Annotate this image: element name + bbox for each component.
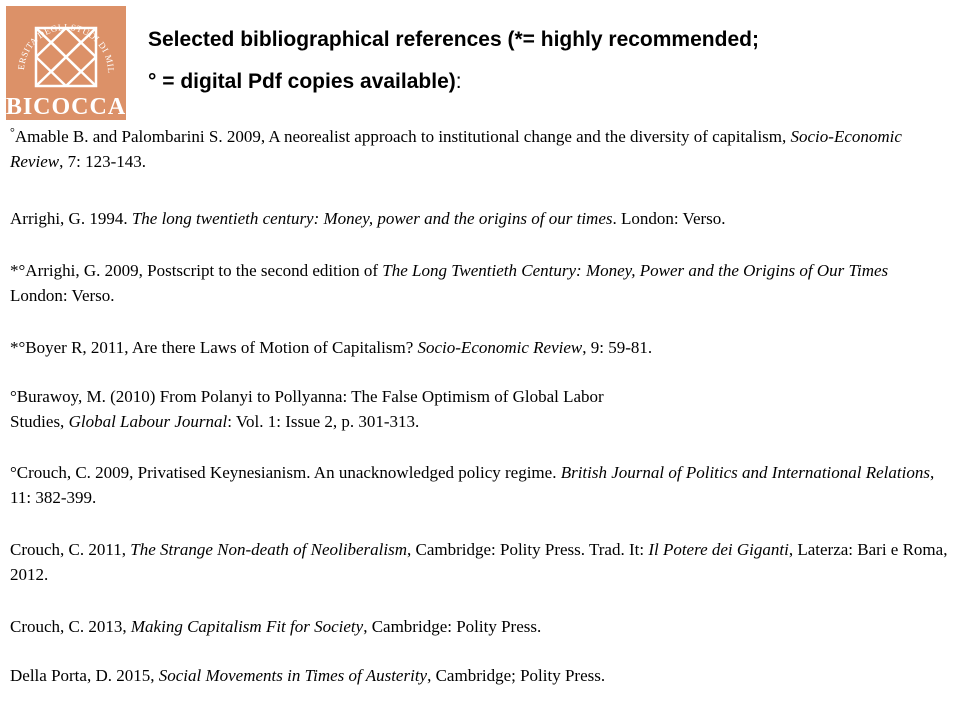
reference-text: London: Verso.	[10, 286, 115, 305]
reference-title: The Strange Non-death of Neoliberalism	[130, 540, 407, 559]
reference-title: Socio-Economic Review	[10, 127, 902, 171]
logo-bottom-text: BICOCCA	[6, 94, 126, 120]
reference-text: Studies,	[10, 412, 69, 431]
reference-text: , 11: 382-399.	[10, 463, 935, 507]
reference-text: , Cambridge: Polity Press. Trad. It:	[406, 540, 649, 559]
bicocca-seal-icon	[6, 6, 126, 120]
reference-text: . London: Verso.	[612, 209, 726, 228]
university-logo	[6, 6, 126, 120]
reference-title: Making Capitalism Fit for Society	[130, 617, 364, 636]
page-subtitle	[148, 70, 462, 94]
reference-title: The Long Twentieth Century: Money, Power and the Origins of Our Times	[382, 261, 889, 280]
reference-text: Arrighi, G. 1994.	[10, 209, 132, 228]
subtitle-colon: :	[455, 70, 462, 93]
reference-item	[10, 384, 950, 434]
reference-text: *°Arrighi, G. 2009, Postscript to the second edition of	[10, 261, 383, 280]
reference-title: The long twentieth century: Money, power and the origins of our times	[131, 209, 613, 228]
reference-text: Crouch, C. 2011,	[10, 540, 131, 559]
reference-item	[10, 258, 950, 308]
reference-text: , Cambridge; Polity Press.	[427, 666, 606, 685]
reference-text: , 9: 59-81.	[582, 338, 653, 357]
reference-text: Crouch, C. 2013,	[10, 617, 131, 636]
reference-title: Global Labour Journal	[68, 412, 228, 431]
reference-item	[10, 663, 950, 688]
reference-title: Social Movements in Times of Austerity	[158, 666, 428, 685]
reference-item	[10, 335, 950, 360]
page-title: Selected bibliographical references (*= highly recommended;	[148, 28, 759, 51]
reference-item	[10, 537, 950, 587]
subtitle-text: ° = digital Pdf copies available)	[148, 70, 456, 93]
reference-text: Della Porta, D. 2015,	[10, 666, 159, 685]
reference-title: Il Potere dei Giganti	[648, 540, 789, 559]
reference-text: °Crouch, C. 2009, Privatised Keynesianism. An unacknowledged policy regime.	[10, 463, 561, 482]
reference-item	[10, 460, 950, 510]
reference-title: British Journal of Politics and International Relations	[560, 463, 930, 482]
reference-text: , Cambridge: Polity Press.	[363, 617, 542, 636]
reference-text: *°Boyer R, 2011, Are there Laws of Motion of Capitalism?	[10, 338, 418, 357]
reference-title: Socio-Economic Review	[417, 338, 583, 357]
reference-text: Amable B. and Palombarini S. 2009, A neorealist approach to institutional change and the diversity of capitalism,	[14, 127, 791, 146]
reference-text: , Laterza: Bari e Roma, 2012.	[10, 540, 948, 584]
reference-item	[10, 614, 950, 639]
logo-arc-text: ERSITA DEGLI STUDI DI MIL	[15, 21, 117, 74]
reference-text: , 7: 123-143.	[59, 152, 146, 171]
reference-text: : Vol. 1: Issue 2, p. 301-313.	[227, 412, 420, 431]
reference-text: °Burawoy, M. (2010) From Polanyi to Pollyanna: The False Optimism of Global Labor	[10, 387, 604, 406]
reference-item	[10, 206, 950, 231]
reference-item	[10, 124, 950, 174]
pdf-marker: °	[10, 125, 15, 139]
